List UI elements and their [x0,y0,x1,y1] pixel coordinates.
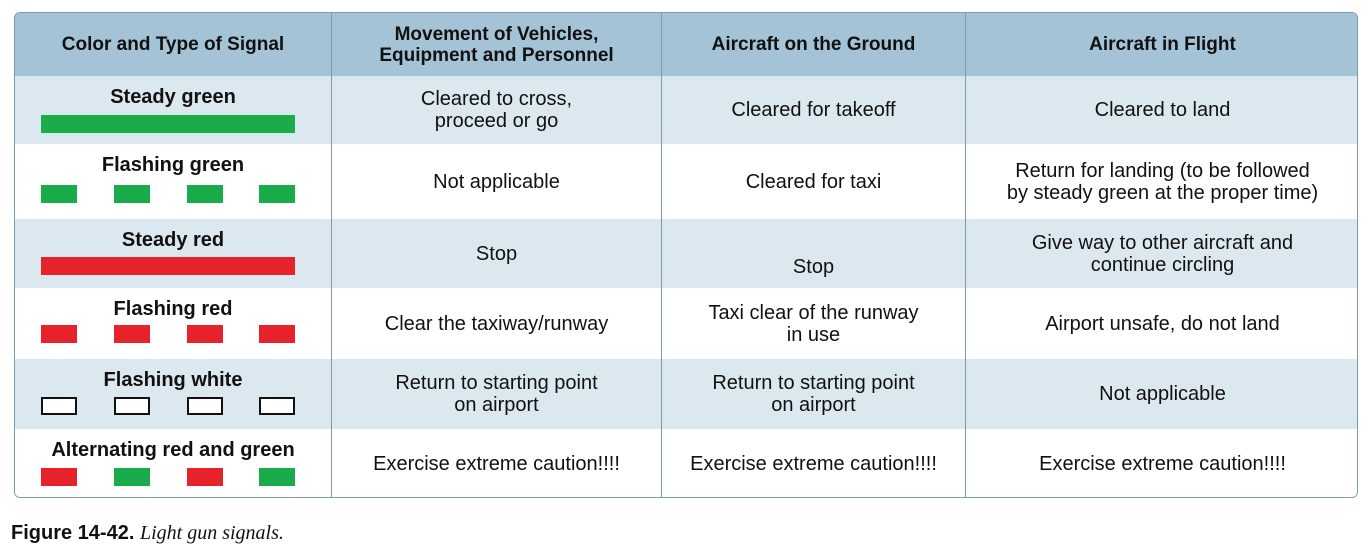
table-row [15,429,1357,498]
flashing-white-light [41,397,77,415]
light-gun-signals-table [14,12,1358,498]
vehicles-cell: Clear the taxiway/runway [384,312,609,335]
signal-name: Flashing green [101,154,245,176]
flashing-red-light [259,325,295,343]
flashing-white-light [187,397,223,415]
alternating-green-light [259,468,295,486]
table-row [15,76,1357,144]
vehicles-cell: Exercise extreme caution!!!! [373,453,620,475]
header-ground: Aircraft on the Ground [711,34,916,55]
ground-cell: Taxi clear of the runway in use [708,301,919,346]
header-signal: Color and Type of Signal [61,34,285,55]
figure-title: Light gun signals. [139,522,284,544]
flashing-white-light [259,397,295,415]
signal-name: Flashing red [113,298,233,320]
flight-cell: Airport unsafe, do not land [1045,312,1280,335]
signal-name: Steady green [110,86,236,108]
steady-green-light [41,115,295,133]
ground-cell: Cleared for taxi [745,170,882,193]
signal-name: Flashing white [103,369,243,391]
vehicles-cell: Cleared to cross, proceed or go [420,88,573,132]
alternating-red-light [41,468,77,486]
flight-cell: Return for landing (to be followed by steady green at the proper time) [1006,159,1319,204]
flashing-green-light [259,185,295,203]
ground-cell: Stop [792,256,835,278]
table-row [15,144,1357,219]
flight-cell: Cleared to land [1094,99,1231,121]
flashing-green-light [41,185,77,203]
alternating-green-light [114,468,150,486]
header-flight: Aircraft in Flight [1089,34,1236,55]
flight-cell: Not applicable [1099,383,1226,405]
header-vehicles: Movement of Vehicles, Equipment and Personnel [379,23,614,66]
figure-number: Figure 14-42. [11,522,135,544]
vehicles-cell: Return to starting point on airport [395,372,598,416]
flashing-green-light [114,185,150,203]
flashing-red-light [114,325,150,343]
column-divider [331,13,332,497]
signal-name: Steady red [121,229,225,251]
table-header-row [15,13,1357,76]
flight-cell: Give way to other aircraft and continue circling [1031,231,1294,276]
table-row [15,219,1357,288]
ground-cell: Cleared for takeoff [731,99,896,121]
ground-cell: Return to starting point on airport [712,372,915,416]
flashing-red-light [187,325,223,343]
column-divider [661,13,662,497]
vehicles-cell: Not applicable [433,170,560,193]
flashing-green-light [187,185,223,203]
flashing-white-light [114,397,150,415]
alternating-red-light [187,468,223,486]
flight-cell: Exercise extreme caution!!!! [1039,453,1286,475]
flashing-red-light [41,325,77,343]
column-divider [965,13,966,497]
table-row [15,288,1357,359]
ground-cell: Exercise extreme caution!!!! [690,453,937,475]
vehicles-cell: Stop [475,242,518,265]
table-row [15,359,1357,429]
figure-caption [11,522,284,544]
signal-name: Alternating red and green [51,439,295,461]
steady-red-light [41,257,295,275]
